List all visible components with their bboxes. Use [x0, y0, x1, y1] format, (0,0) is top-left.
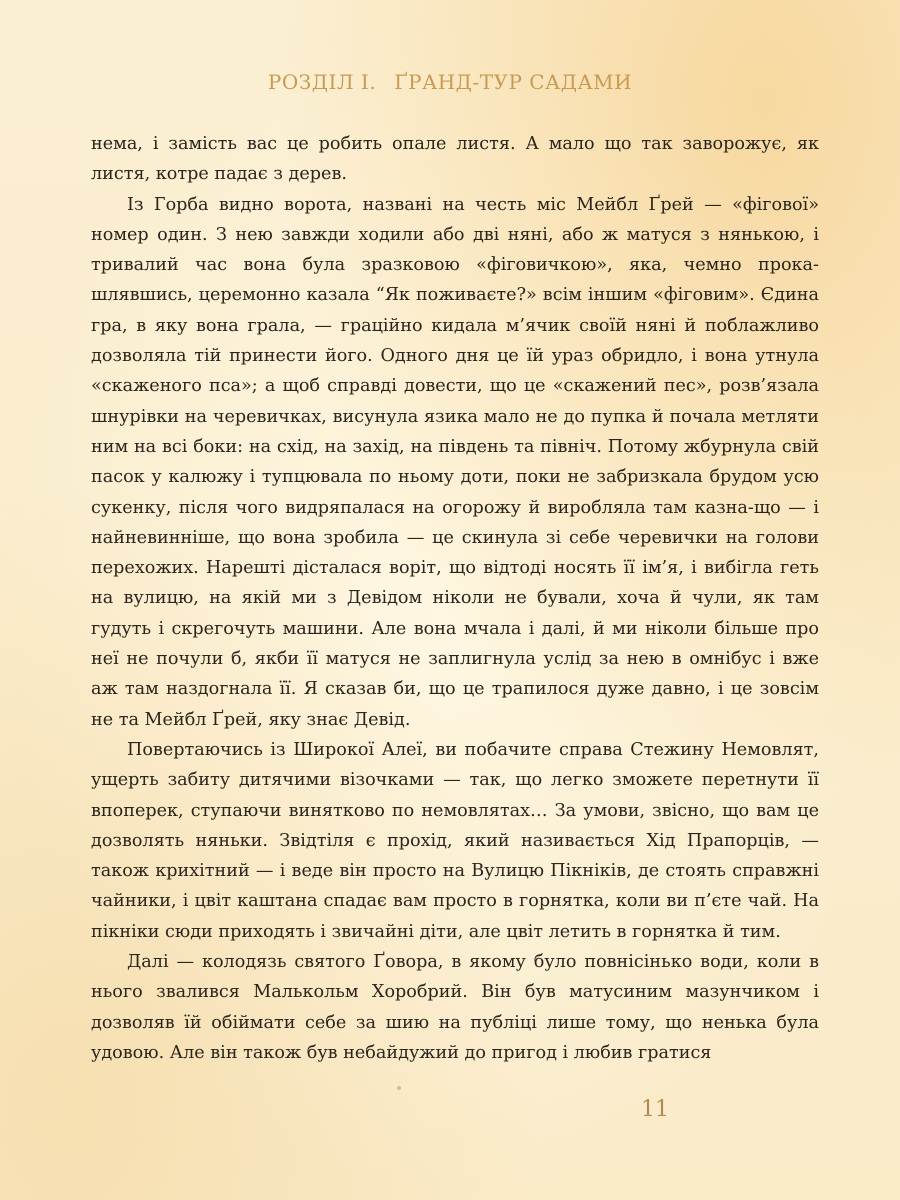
paragraph: Далі — колодязь святого Ґовора, в якому було повнісінько води, коли в нього звалився Малькольм Хоробрий. Він був матусиним мазунчиком і дозволяв їй обіймати себе за шию на публіці лише тому, що ненька була удовою. Але він також був небайдужий до пригод і любив гратися	[91, 952, 819, 1063]
body-text	[91, 129, 819, 1068]
page-number: 11	[641, 1097, 669, 1122]
paragraph: Із Горба видно ворота, названі на честь міс Мейбл Ґрей — «фігової» номер один. З нею завжди ходили або дві няні, або ж матуся з нянькою, і тривалий час вона була зразковою «фіговичкою», яка, чемно прокашлявшись, церемонно казала “Як поживаєте?» всім іншим «фіговим». Єдина гра, в яку вона грала, — граційно кидала м’ячик своїй няні й поблажливо дозволяла тій принести його. Одного дня це їй ураз обридло, і вона утнула «скаженого пса»; а щоб справді довести, що це «скажений пес», розв’язала шнурівки на черевичках, висунула язика мало не до пупка й почала метляти ним на всі боки: на схід, на захід, на південь та північ. Потому жбурнула свій пасок у калюжу і тупцювала по ньому доти, поки не забризкала брудом усю сукенку, після чого видряпалася на огорожу й виробляла там казна-що — і найневинніше, що вона зробила — це скинула зі себе черевички на голови перехожих. Нарешті дісталася воріт, що відтоді носять її ім’я, і вибігла геть на вулицю, на якій ми з Девідом ніколи не бували, хоча й чули, як там гудуть і скрегочуть машини. Але вона мчала і далі, й ми ніколи більше про неї не почули б, якби її матуся не заплигнула услід за нею в омнібус і вже аж там наздогнала її. Я сказав би, що це трапилося дуже давно, і це зовсім не та Мейбл Ґрей, яку знає Девід.	[91, 194, 819, 730]
running-head	[0, 70, 900, 94]
paragraph: Повертаючись із Широкої Алеї, ви побачите справа Стежину Немовлят, ущерть забиту дитячими візочками — так, що легко зможете перетнути її впоперек, ступаючи винятково по немовлятах… За умови, звісно, що вам це дозволять няньки. Звідтіля є прохід, який називається Хід Прапорців, — також крихітний — і веде він просто на Вулицю Пікніків, де стоять справжні чайники, і цвіт каштана спадає вам просто в горнятка, коли ви п’єте чай. На пікніки сюди приходять і звичайні діти, але цвіт летить в горнятка й тим.	[91, 739, 819, 942]
running-head-chapter: РОЗДІЛ І.	[267, 70, 377, 94]
running-head-title: ҐРАНД-ТУР САДАМИ	[394, 70, 633, 94]
paragraph-continued: нема, і замість вас це робить опале листя. А мало що так заворожує, як листя, котре падає з дерев.	[91, 134, 819, 185]
paper-speck	[397, 1086, 401, 1090]
